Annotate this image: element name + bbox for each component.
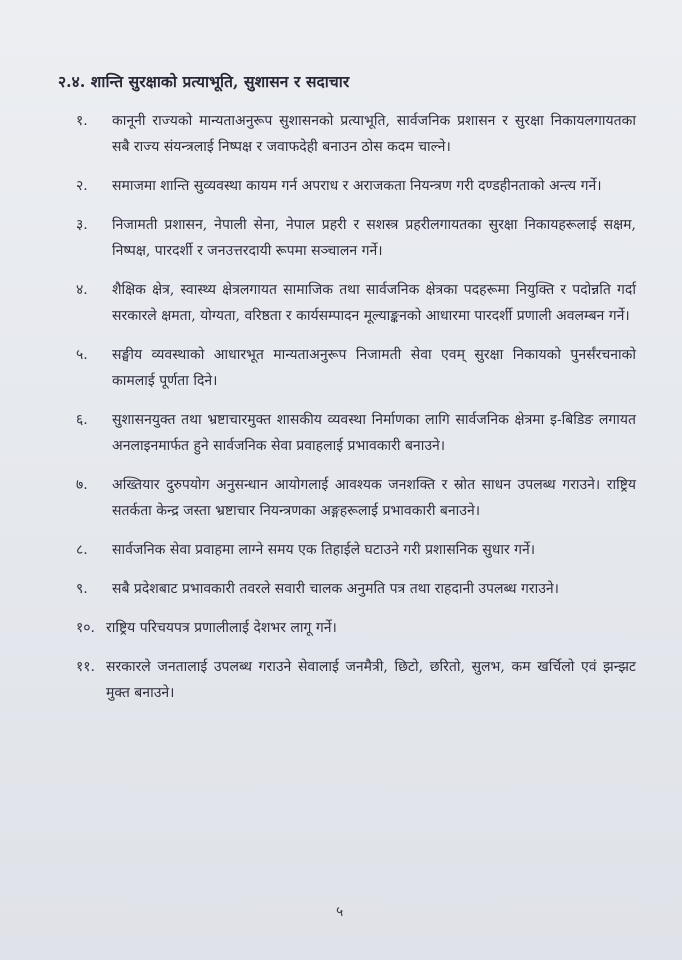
list-item [76,173,636,199]
item-text: अख्तियार दुरुपयोग अनुसन्धान आयोगलाई आवश्यक जनशक्ति र स्रोत साधन उपलब्ध गराउने। राष्ट्रिय सतर्कता केन्द्र जस्ता भ्रष्टाचार नियन्त्रणका अङ्गहरूलाई प्रभावकारी बनाउने। [112,477,636,519]
list-item [76,472,636,524]
item-text: सरकारले जनतालाई उपलब्ध गराउने सेवालाई जनमैत्री, छिटो, छरितो, सुलभ, कम खर्चिलो एवं झन्झट मुक्त बनाउने। [106,659,636,701]
list-item [76,576,636,602]
list-item [76,342,636,394]
item-text: राष्ट्रिय परिचयपत्र प्रणालीलाई देशभर लागू गर्ने। [106,620,337,636]
item-number: ६. [76,412,88,428]
list-item [76,407,636,459]
item-text: सबै प्रदेशबाट प्रभावकारी तवरले सवारी चालक अनुमति पत्र तथा राहदानी उपलब्ध गराउने। [112,581,559,597]
item-text: शैक्षिक क्षेत्र, स्वास्थ्य क्षेत्रलगायत सामाजिक तथा सार्वजनिक क्षेत्रका पदहरूमा नियुक्ति र पदोन्नति गर्दा सरकारले क्षमता, योग्यता, वरिष्ठता र कार्यसम्पादन मूल्याङ्कनको आधारमा पारदर्शी प्रणाली अवलम्बन गर्ने। [112,282,636,324]
section-title: २.४. शान्ति सुरक्षाको प्रत्याभूति, सुशासन र सदाचार [58,72,350,91]
item-number: १०. [76,620,96,636]
page-number: ५ [336,904,344,920]
item-number: ४. [76,282,88,298]
list-item [76,654,636,706]
item-number: ११. [76,659,96,675]
item-number: ९. [76,581,88,597]
list-item [76,108,636,160]
item-number: २. [76,178,88,194]
item-text: कानूनी राज्यको मान्यताअनुरूप सुशासनको प्रत्याभूति, सार्वजनिक प्रशासन र सुरक्षा निकायलगायतका सबै राज्य संयन्त्रलाई निष्पक्ष र जवाफदेही बनाउन ठोस कदम चाल्ने। [112,113,636,155]
item-number: ५. [76,347,88,363]
item-text: सुशासनयुक्त तथा भ्रष्टाचारमुक्त शासकीय व्यवस्था निर्माणका लागि सार्वजनिक क्षेत्रमा इ-बिडिङ लगायत अनलाइनमार्फत हुने सार्वजनिक सेवा प्रवाहलाई प्रभावकारी बनाउने। [112,412,636,454]
item-number: ३. [76,217,88,233]
item-text: सङ्घीय व्यवस्थाको आधारभूत मान्यताअनुरूप निजामती सेवा एवम् सुरक्षा निकायको पुनर्संरचनाको कामलाई पूर्णता दिने। [112,347,636,389]
item-text: निजामती प्रशासन, नेपाली सेना, नेपाल प्रहरी र सशस्त्र प्रहरीलगायतका सुरक्षा निकायहरूलाई सक्षम, निष्पक्ष, पारदर्शी र जनउत्तरदायी रूपमा सञ्चालन गर्ने। [112,217,636,259]
list-item [76,277,636,329]
item-number: ८. [76,542,88,558]
item-text: समाजमा शान्ति सुव्यवस्था कायम गर्न अपराध र अराजकता नियन्त्रण गरी दण्डहीनताको अन्त्य गर्ने। [112,178,602,194]
list-item [76,212,636,264]
list-item [76,615,636,641]
item-list [76,108,636,719]
item-number: ७. [76,477,88,493]
list-item [76,537,636,563]
item-number: १. [76,113,88,129]
item-text: सार्वजनिक सेवा प्रवाहमा लाग्ने समय एक तिहाईले घटाउने गरी प्रशासनिक सुधार गर्ने। [112,542,536,558]
